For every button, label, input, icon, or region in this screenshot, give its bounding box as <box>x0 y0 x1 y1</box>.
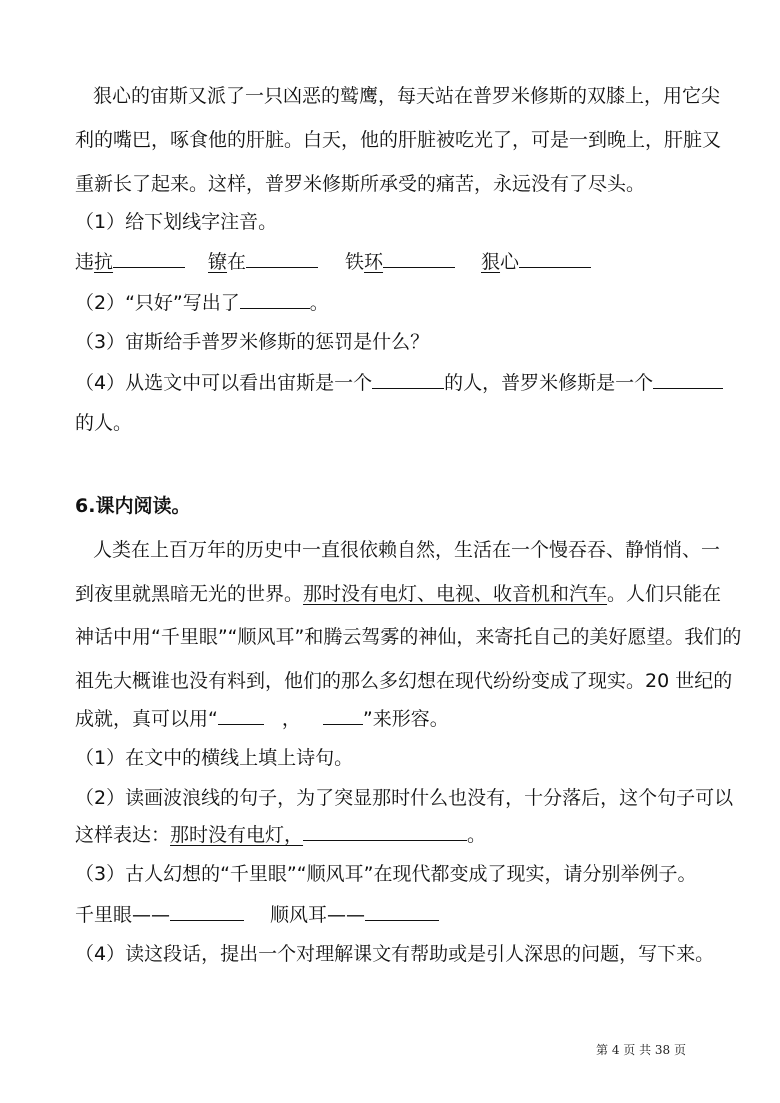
pinyin-char: 心 <box>500 251 520 273</box>
pinyin-char: 铁 <box>345 251 365 273</box>
passage-text: ”来形容。 <box>362 708 449 730</box>
poem-blank-1[interactable] <box>218 706 264 725</box>
answer-blank[interactable] <box>372 370 444 389</box>
pinyin-item-1 <box>75 249 185 274</box>
question-1: （1）在文中的横线上填上诗句。 <box>75 747 354 769</box>
answer-blank[interactable] <box>170 902 244 921</box>
answer-blank[interactable] <box>519 249 591 268</box>
answer-blank[interactable] <box>365 902 439 921</box>
answer-row <box>270 902 439 927</box>
question-4 <box>75 370 723 395</box>
question-3: （3）宙斯给手普罗米修斯的惩罚是什么？ <box>75 331 430 353</box>
question-1: （1）给下划线字注音。 <box>75 211 278 233</box>
passage-line: 祖先大概谁也没有料到，他们的那么多幻想在现代纷纷变成了现实。20 世纪的 <box>75 670 733 692</box>
passage-text: 。人们只能在 <box>607 583 722 605</box>
passage-line <box>75 706 449 731</box>
question-4: （4）读这段话，提出一个对理解课文有帮助或是引人深思的问题，写下来。 <box>75 943 715 965</box>
answer-blank[interactable] <box>383 249 455 268</box>
passage-line: 人类在上百万年的历史中一直很依赖自然，生活在一个慢吞吞、静悄悄、一 <box>93 539 721 561</box>
question-text: 这样表达： <box>75 824 171 846</box>
page-footer: 第 4 页 共 38 页 <box>596 1043 686 1057</box>
question-text: 。 <box>467 824 487 846</box>
wavy-underlined-sentence: 那时没有电灯、电视、收音机和汽车 <box>303 583 608 605</box>
question-text: （4）从选文中可以看出宙斯是一个 <box>75 372 373 394</box>
passage-line: 狠心的宙斯又派了一只凶恶的鹫鹰，每天站在普罗米修斯的双膝上，用它尖 <box>93 85 721 107</box>
passage-line: 重新长了起来。这样，普罗米修斯所承受的痛苦，永远没有了尽头。 <box>75 173 646 195</box>
pinyin-item-4 <box>481 249 591 274</box>
pinyin-char: 违 <box>75 251 95 273</box>
passage-text: ， <box>281 708 301 730</box>
underlined-text: 那时没有电灯， <box>170 824 304 846</box>
answer-row <box>75 902 244 927</box>
question-2-cont <box>75 822 486 847</box>
passage-text: 成就，真可以用“ <box>75 708 218 730</box>
question-2 <box>75 290 329 315</box>
pinyin-char: 在 <box>227 251 247 273</box>
answer-blank[interactable] <box>653 370 723 389</box>
question-3: （3）古人幻想的“千里眼”“顺风耳”在现代都变成了现实，请分别举例子。 <box>75 863 697 885</box>
question-text: （2）“只好”写出了 <box>75 292 240 314</box>
answer-blank[interactable] <box>240 290 310 309</box>
underlined-char: 镣 <box>208 251 228 273</box>
question-4-cont: 的人。 <box>75 412 133 434</box>
underlined-char: 抗 <box>94 251 114 273</box>
passage-line <box>75 582 721 606</box>
pinyin-item-3 <box>345 249 455 274</box>
section-title: 6.课内阅读。 <box>75 495 191 517</box>
answer-label: 千里眼—— <box>75 904 171 926</box>
answer-blank[interactable] <box>113 249 185 268</box>
poem-blank-2[interactable] <box>323 706 363 725</box>
passage-line: 利的嘴巴，啄食他的肝脏。白天，他的肝脏被吃光了，可是一到晚上，肝脏又 <box>75 129 722 151</box>
pinyin-item-2 <box>208 249 318 274</box>
question-text: 。 <box>309 292 329 314</box>
passage-text: 到夜里就黑暗无光的世界。 <box>75 583 304 605</box>
question-2: （2）读画波浪线的句子，为了突显那时什么也没有，十分落后，这个句子可以 <box>75 787 734 809</box>
question-text: 的人，普罗米修斯是一个 <box>444 372 654 394</box>
passage-line: 神话中用“千里眼”“顺风耳”和腾云驾雾的神仙，来寄托自己的美好愿望。我们的 <box>75 626 742 648</box>
answer-blank[interactable] <box>303 822 467 841</box>
underlined-char: 环 <box>364 251 384 273</box>
answer-label: 顺风耳—— <box>270 904 366 926</box>
underlined-char: 狠 <box>481 251 501 273</box>
answer-blank[interactable] <box>246 249 318 268</box>
